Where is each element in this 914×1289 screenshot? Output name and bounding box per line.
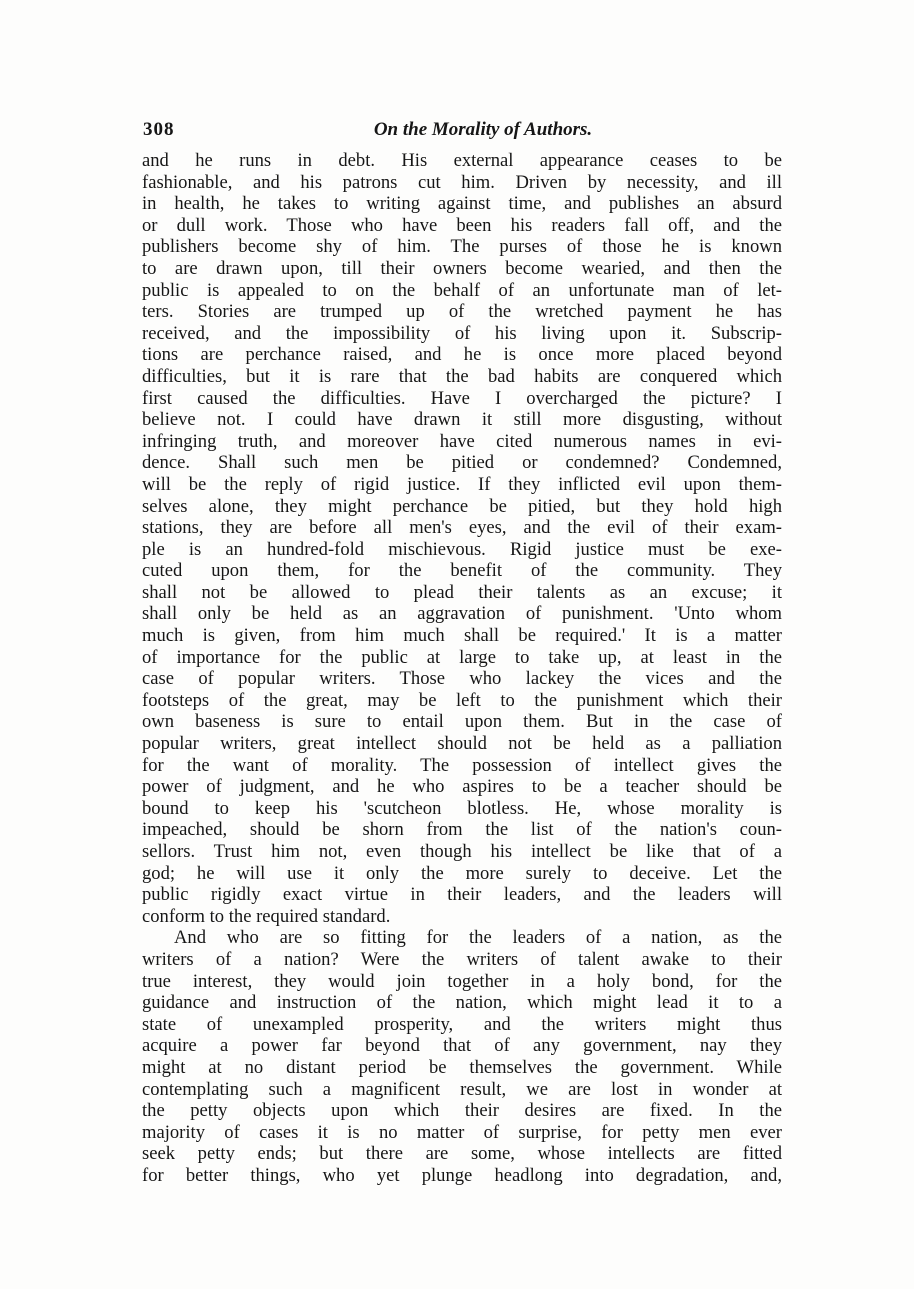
text-line: state of unexampled prosperity, and the writers might thus [142, 1013, 782, 1035]
text-line: own baseness is sure to entail upon them. But in the case of [142, 711, 782, 733]
text-line: will be the reply of rigid justice. If they inflicted evil upon them- [142, 473, 782, 495]
text-line: first caused the difficulties. Have I overcharged the picture? I [142, 387, 782, 409]
text-line: writers of a nation? Were the writers of talent awake to their [142, 948, 782, 970]
text-line: sellors. Trust him not, even though his intellect be like that of a [142, 841, 782, 862]
text-line: selves alone, they might perchance be pitied, but they hold high [142, 495, 782, 517]
text-line: and he runs in debt. His external appearance ceases to be [142, 150, 782, 171]
text-line: true interest, they would join together in a holy bond, for the [142, 970, 782, 992]
text-line: majority of cases it is no matter of surprise, for petty men ever [142, 1121, 782, 1143]
text-line: dence. Shall such men be pitied or condemned? Condemned, [142, 452, 782, 474]
text-line: impeached, should be shorn from the list of the nation's coun- [142, 819, 782, 841]
text-line: publishers become shy of him. The purses of those he is known [142, 236, 782, 258]
text-line: received, and the impossibility of his living upon it. Subscrip- [142, 322, 782, 344]
text-line: public rigidly exact virtue in their leaders, and the leaders will [142, 884, 782, 906]
text-line: or dull work. Those who have been his readers fall off, and the [142, 214, 782, 236]
text-line: shall only be held as an aggravation of punishment. 'Unto whom [142, 603, 782, 625]
text-line: popular writers, great intellect should not be held as a palliation [142, 733, 782, 755]
paragraph-end-line: conform to the required standard. [142, 905, 391, 927]
text-line: the petty objects upon which their desires are fixed. In the [142, 1100, 782, 1122]
text-line: for the want of morality. The possession of intellect gives the [142, 754, 782, 776]
text-line: case of popular writers. Those who lackey the vices and the [142, 668, 782, 690]
text-line: cuted upon them, for the benefit of the community. They [142, 560, 782, 582]
text-line: ters. Stories are trumped up of the wretched payment he has [142, 301, 782, 323]
text-line: tions are perchance raised, and he is once more placed beyond [142, 344, 782, 366]
text-line: power of judgment, and he who aspires to be a teacher should be [142, 776, 782, 798]
page-number: 308 [143, 119, 175, 140]
text-line: fashionable, and his patrons cut him. Driven by necessity, and ill [142, 171, 782, 193]
running-title: On the Morality of Authors. [373, 119, 593, 140]
text-line: ple is an hundred-fold mischievous. Rigid justice must be exe- [142, 538, 782, 560]
text-line: seek petty ends; but there are some, whose intellects are fitted [142, 1143, 782, 1165]
text-line: guidance and instruction of the nation, which might lead it to a [142, 992, 782, 1014]
running-head [143, 119, 783, 145]
paragraph-start-line: And who are so fitting for the leaders of a nation, as the [174, 927, 782, 949]
text-line: acquire a power far beyond that of any government, nay they [142, 1035, 782, 1057]
text-line: bound to keep his 'scutcheon blotless. He, whose morality is [142, 797, 782, 819]
body-text [142, 150, 782, 1187]
text-line: stations, they are before all men's eyes, and the evil of their exam- [142, 517, 782, 539]
text-line: god; he will use it only the more surely to deceive. Let the [142, 862, 782, 884]
text-line: believe not. I could have drawn it still more disgusting, without [142, 409, 782, 431]
text-line: footsteps of the great, may be left to the punishment which their [142, 689, 782, 711]
text-line: contemplating such a magnificent result, we are lost in wonder at [142, 1078, 782, 1100]
text-line: difficulties, but it is rare that the bad habits are conquered which [142, 365, 782, 387]
text-line: infringing truth, and moreover have cited numerous names in evi- [142, 430, 782, 452]
text-line: in health, he takes to writing against time, and publishes an absurd [142, 193, 782, 215]
text-line: much is given, from him much shall be required.' It is a matter [142, 625, 782, 647]
text-line: might at no distant period be themselves the government. While [142, 1056, 782, 1078]
text-line: public is appealed to on the behalf of an unfortunate man of let- [142, 279, 782, 301]
text-line: to are drawn upon, till their owners become wearied, and then the [142, 257, 782, 279]
text-line: of importance for the public at large to take up, at least in the [142, 646, 782, 668]
text-line: for better things, who yet plunge headlong into degradation, and, [142, 1164, 782, 1186]
text-line: shall not be allowed to plead their talents as an excuse; it [142, 581, 782, 603]
